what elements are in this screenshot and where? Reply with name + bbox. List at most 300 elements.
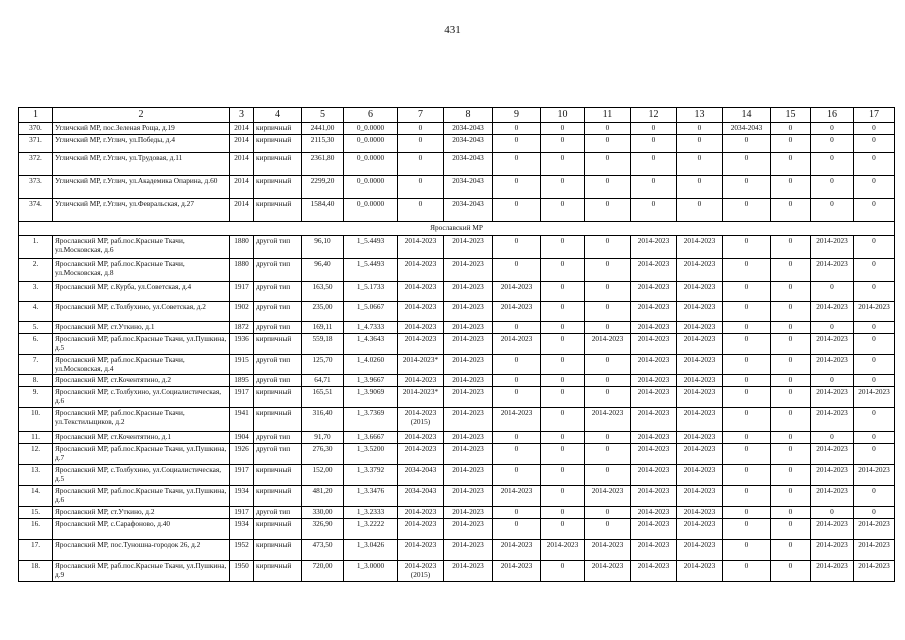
- table-cell: 2014-2023: [444, 408, 493, 432]
- table-cell: 0: [493, 506, 541, 518]
- table-cell: 0: [493, 153, 541, 176]
- table-cell: Ярославский МР, пос.Туношна-городок 26, д.2: [53, 539, 230, 560]
- table-cell: 1895: [230, 375, 254, 387]
- table-cell: 0: [631, 123, 677, 135]
- table-cell: 2014-2023: [631, 408, 677, 432]
- table-cell: 0: [854, 176, 895, 199]
- table-cell: 0: [771, 486, 811, 507]
- table-cell: 0: [585, 506, 631, 518]
- table-cell: 12.: [19, 444, 53, 465]
- table-cell: 0: [771, 387, 811, 408]
- table-cell: 0: [398, 153, 444, 176]
- table-cell: 2014-2023: [854, 387, 895, 408]
- table-cell: 0: [541, 301, 585, 321]
- table-cell: Ярославский МР, с.Курба, ул.Советская, д.4: [53, 281, 230, 301]
- table-cell: 0: [541, 560, 585, 581]
- table-cell: 2014-2023 (2015): [398, 408, 444, 432]
- table-cell: 0: [854, 123, 895, 135]
- table-cell: 2014-2023: [631, 354, 677, 375]
- table-cell: 2014-2023: [493, 301, 541, 321]
- table-cell: 2014-2023: [631, 281, 677, 301]
- table-cell: 1917: [230, 506, 254, 518]
- table-row: [19, 301, 895, 321]
- table-cell: 0: [723, 432, 771, 444]
- table-cell: 0: [631, 176, 677, 199]
- table-cell: Угличский МР, г.Углич, ул.Февральская, д.27: [53, 199, 230, 222]
- table-cell: 0: [854, 408, 895, 432]
- table-cell: 0: [677, 176, 723, 199]
- table-cell: кирпичный: [254, 199, 302, 222]
- table-cell: 1880: [230, 258, 254, 281]
- table-cell: 2014-2023: [631, 539, 677, 560]
- table-cell: 0: [493, 176, 541, 199]
- table-cell: Ярославский МР, раб.пос.Красные Ткачи, ул.Пушкина, д.5: [53, 333, 230, 354]
- table-cell: 1917: [230, 465, 254, 486]
- column-number-header: 3: [230, 108, 254, 123]
- table-cell: 0: [723, 408, 771, 432]
- table-cell: 2014-2023: [811, 518, 854, 539]
- table-cell: Ярославский МР, ст.Кочентятино, д.1: [53, 432, 230, 444]
- table-cell: 0: [811, 506, 854, 518]
- table-cell: 0: [854, 444, 895, 465]
- table-cell: 2014-2023: [631, 235, 677, 258]
- column-number-header: 13: [677, 108, 723, 123]
- table-cell: 2014-2023: [811, 408, 854, 432]
- table-cell: 0: [585, 123, 631, 135]
- table-cell: 2014-2023: [631, 465, 677, 486]
- table-cell: 559,18: [302, 333, 344, 354]
- table-cell: 2014-2023: [398, 539, 444, 560]
- table-cell: 2014-2023: [631, 486, 677, 507]
- table-cell: 2014-2023: [677, 301, 723, 321]
- column-number-header: 11: [585, 108, 631, 123]
- table-cell: 0: [771, 465, 811, 486]
- table-cell: 0: [811, 432, 854, 444]
- table-cell: 1_3.9069: [344, 387, 398, 408]
- table-cell: 2014: [230, 176, 254, 199]
- table-cell: 2014-2023: [444, 258, 493, 281]
- table-cell: 1.: [19, 235, 53, 258]
- table-cell: 0: [541, 387, 585, 408]
- table-cell: 0: [723, 518, 771, 539]
- column-number-header: 15: [771, 108, 811, 123]
- table-cell: 0: [771, 560, 811, 581]
- table-cell: 0: [811, 375, 854, 387]
- table-cell: 0: [541, 375, 585, 387]
- table-cell: 0: [723, 333, 771, 354]
- table-cell: 330,00: [302, 506, 344, 518]
- table-cell: 96,40: [302, 258, 344, 281]
- table-cell: 1_3.2222: [344, 518, 398, 539]
- table-cell: 0_0.0000: [344, 135, 398, 153]
- table-cell: 0: [723, 135, 771, 153]
- table-cell: 7.: [19, 354, 53, 375]
- table-cell: Угличский МР, пос.Зеленая Роща, д.19: [53, 123, 230, 135]
- column-number-row: [19, 108, 895, 123]
- table-cell: 1952: [230, 539, 254, 560]
- table-cell: кирпичный: [254, 560, 302, 581]
- table-cell: 1872: [230, 321, 254, 333]
- table-cell: 0: [541, 176, 585, 199]
- table-cell: 0: [585, 235, 631, 258]
- table-cell: 370.: [19, 123, 53, 135]
- table-cell: Угличский МР, г.Углич, ул.Академика Опарина, д.60: [53, 176, 230, 199]
- table-cell: 1_3.0000: [344, 560, 398, 581]
- table-row: [19, 539, 895, 560]
- table-cell: 0: [398, 135, 444, 153]
- table-cell: 0: [771, 258, 811, 281]
- table-cell: 2014-2023: [398, 333, 444, 354]
- table-cell: 2034-2043: [444, 199, 493, 222]
- table-cell: Ярославский МР, с.Толбухино, ул.Социалистическая, д.5: [53, 465, 230, 486]
- table-cell: 473,50: [302, 539, 344, 560]
- table-row: [19, 375, 895, 387]
- housing-register-table: [18, 107, 895, 582]
- table-cell: 0: [541, 135, 585, 153]
- table-cell: 0: [811, 199, 854, 222]
- table-cell: 0: [771, 518, 811, 539]
- table-cell: 2014-2023: [631, 387, 677, 408]
- table-cell: 2014-2023: [811, 354, 854, 375]
- table-cell: кирпичный: [254, 176, 302, 199]
- table-cell: кирпичный: [254, 123, 302, 135]
- table-cell: 2014-2023: [854, 518, 895, 539]
- table-cell: 0: [771, 153, 811, 176]
- table-cell: 0: [854, 333, 895, 354]
- table-cell: Ярославский МР, раб.пос.Красные Ткачи, ул.Московская, д.4: [53, 354, 230, 375]
- table-cell: 0: [541, 486, 585, 507]
- table-row: [19, 176, 895, 199]
- column-number-header: 4: [254, 108, 302, 123]
- table-cell: кирпичный: [254, 135, 302, 153]
- table-cell: кирпичный: [254, 465, 302, 486]
- table-cell: 2014-2023*: [398, 354, 444, 375]
- table-cell: 1926: [230, 444, 254, 465]
- table-cell: 1_5.4493: [344, 258, 398, 281]
- table-row: [19, 235, 895, 258]
- table-cell: Ярославский МР, раб.пос.Красные Ткачи, ул.Московская, д.8: [53, 258, 230, 281]
- table-cell: 0: [493, 375, 541, 387]
- table-row: [19, 281, 895, 301]
- table-cell: 5.: [19, 321, 53, 333]
- table-cell: другой тип: [254, 235, 302, 258]
- table-cell: Ярославский МР, с.Толбухино, ул.Советская, д.2: [53, 301, 230, 321]
- table-cell: 2014-2023: [811, 235, 854, 258]
- table-cell: 1880: [230, 235, 254, 258]
- table-cell: 2014-2023: [398, 321, 444, 333]
- table-cell: 0: [811, 153, 854, 176]
- table-cell: 14.: [19, 486, 53, 507]
- table-cell: 2014: [230, 199, 254, 222]
- table-cell: 1917: [230, 281, 254, 301]
- table-row: [19, 560, 895, 581]
- table-cell: 2014-2023: [444, 465, 493, 486]
- table-cell: 2014-2023: [631, 444, 677, 465]
- table-cell: 1_5.0667: [344, 301, 398, 321]
- column-number-header: 1: [19, 108, 53, 123]
- table-cell: 1941: [230, 408, 254, 432]
- table-cell: Угличский МР, г.Углич, ул.Трудовая, д.11: [53, 153, 230, 176]
- table-cell: 0: [493, 444, 541, 465]
- table-cell: 371.: [19, 135, 53, 153]
- table-cell: 1_3.7369: [344, 408, 398, 432]
- table-cell: 2014-2023: [398, 506, 444, 518]
- column-number-header: 5: [302, 108, 344, 123]
- table-cell: 0: [723, 375, 771, 387]
- table-cell: 0: [631, 153, 677, 176]
- table-cell: кирпичный: [254, 539, 302, 560]
- table-cell: 0: [677, 135, 723, 153]
- table-cell: 373.: [19, 176, 53, 199]
- table-row: [19, 432, 895, 444]
- table-cell: 0: [585, 518, 631, 539]
- table-cell: другой тип: [254, 444, 302, 465]
- table-cell: 0: [493, 321, 541, 333]
- table-cell: 15.: [19, 506, 53, 518]
- table-cell: другой тип: [254, 354, 302, 375]
- table-cell: 0: [811, 321, 854, 333]
- table-cell: 0: [541, 465, 585, 486]
- table-cell: 2014-2023: [493, 333, 541, 354]
- table-row: [19, 444, 895, 465]
- table-cell: 2014-2023: [631, 432, 677, 444]
- table-cell: 2034-2043: [723, 123, 771, 135]
- table-cell: 0: [723, 444, 771, 465]
- table-cell: 1_4.0260: [344, 354, 398, 375]
- table-cell: 0: [631, 199, 677, 222]
- table-cell: 326,90: [302, 518, 344, 539]
- table-cell: другой тип: [254, 375, 302, 387]
- table-cell: Ярославский МР, ст.Уткино, д.2: [53, 506, 230, 518]
- table-cell: 0: [771, 375, 811, 387]
- table-cell: 0: [493, 518, 541, 539]
- table-cell: 0: [493, 135, 541, 153]
- table-cell: 11.: [19, 432, 53, 444]
- table-cell: 91,70: [302, 432, 344, 444]
- table-cell: 0: [854, 432, 895, 444]
- table-cell: кирпичный: [254, 333, 302, 354]
- table-row: [19, 333, 895, 354]
- table-cell: 0: [541, 199, 585, 222]
- table-cell: 0: [585, 258, 631, 281]
- table-row: [19, 506, 895, 518]
- table-cell: 0: [541, 518, 585, 539]
- table-cell: 2014-2023: [398, 301, 444, 321]
- table-cell: 0: [811, 176, 854, 199]
- table-cell: 2014: [230, 123, 254, 135]
- table-cell: 2014-2023: [493, 281, 541, 301]
- table-cell: 2014-2023: [677, 444, 723, 465]
- table-cell: 1915: [230, 354, 254, 375]
- table-cell: другой тип: [254, 281, 302, 301]
- table-cell: 2014-2023: [811, 560, 854, 581]
- table-cell: 0: [723, 539, 771, 560]
- table-cell: 2014-2023: [631, 321, 677, 333]
- table-cell: 0: [493, 123, 541, 135]
- table-cell: 2014-2023: [631, 375, 677, 387]
- table-row: [19, 354, 895, 375]
- table-cell: 2014-2023: [444, 506, 493, 518]
- table-cell: 2014-2023: [677, 281, 723, 301]
- table-cell: 2014-2023: [854, 465, 895, 486]
- table-cell: 0: [631, 135, 677, 153]
- table-cell: 96,10: [302, 235, 344, 258]
- table-cell: 0: [854, 235, 895, 258]
- column-number-header: 7: [398, 108, 444, 123]
- table-cell: 0: [723, 486, 771, 507]
- table-body: [19, 108, 895, 582]
- table-cell: 2014-2023: [631, 258, 677, 281]
- table-cell: другой тип: [254, 321, 302, 333]
- column-number-header: 8: [444, 108, 493, 123]
- table-cell: кирпичный: [254, 486, 302, 507]
- table-cell: 0: [541, 123, 585, 135]
- table-cell: 0: [723, 176, 771, 199]
- table-cell: 2014-2023: [677, 486, 723, 507]
- table-cell: 2034-2043: [444, 153, 493, 176]
- table-cell: кирпичный: [254, 153, 302, 176]
- table-cell: 2034-2043: [444, 135, 493, 153]
- page-number: 431: [444, 24, 461, 36]
- table-cell: 0: [723, 153, 771, 176]
- table-cell: 2014-2023: [585, 539, 631, 560]
- table-cell: 1_4.3643: [344, 333, 398, 354]
- table-cell: 2034-2043: [398, 465, 444, 486]
- table-cell: 1934: [230, 518, 254, 539]
- table-cell: другой тип: [254, 506, 302, 518]
- table-cell: 0: [854, 506, 895, 518]
- table-cell: Ярославский МР, раб.пос.Красные Ткачи, ул.Пушкина, д.9: [53, 560, 230, 581]
- table-cell: кирпичный: [254, 518, 302, 539]
- column-number-header: 6: [344, 108, 398, 123]
- table-cell: 0: [541, 506, 585, 518]
- table-cell: 64,71: [302, 375, 344, 387]
- table-cell: 0: [854, 153, 895, 176]
- table-cell: 0: [723, 387, 771, 408]
- table-cell: 2014-2023: [444, 432, 493, 444]
- table-cell: 0: [723, 235, 771, 258]
- table-cell: 2014-2023: [677, 333, 723, 354]
- table-cell: 2014-2023: [811, 486, 854, 507]
- table-cell: 13.: [19, 465, 53, 486]
- table-cell: 125,70: [302, 354, 344, 375]
- column-number-header: 16: [811, 108, 854, 123]
- table-row: [19, 465, 895, 486]
- table-cell: 0: [493, 465, 541, 486]
- table-cell: 17.: [19, 539, 53, 560]
- table-cell: 0: [585, 176, 631, 199]
- table-cell: 372.: [19, 153, 53, 176]
- table-cell: 2014-2023: [677, 432, 723, 444]
- table-cell: 8.: [19, 375, 53, 387]
- table-cell: 2014-2023: [854, 301, 895, 321]
- table-cell: Ярославский МР, раб.пос.Красные Ткачи, ул.Текстильщиков, д.2: [53, 408, 230, 432]
- table-cell: 169,11: [302, 321, 344, 333]
- table-cell: 2014-2023*: [398, 387, 444, 408]
- table-cell: 0: [854, 321, 895, 333]
- column-number-header: 10: [541, 108, 585, 123]
- table-cell: 374.: [19, 199, 53, 222]
- table-cell: 0: [811, 135, 854, 153]
- table-cell: 0: [771, 506, 811, 518]
- table-cell: 3.: [19, 281, 53, 301]
- table-cell: 0: [541, 281, 585, 301]
- table-cell: 2014-2023: [631, 560, 677, 581]
- table-cell: 2014-2023: [444, 375, 493, 387]
- table-cell: 2014-2023: [811, 301, 854, 321]
- table-cell: 2014-2023: [811, 333, 854, 354]
- table-cell: 2014-2023: [398, 235, 444, 258]
- table-cell: кирпичный: [254, 408, 302, 432]
- table-cell: 0: [541, 153, 585, 176]
- table-cell: 2014-2023: [585, 408, 631, 432]
- table-cell: 0: [493, 387, 541, 408]
- table-cell: 2014-2023: [398, 281, 444, 301]
- table-cell: 2014-2023: [631, 518, 677, 539]
- table-cell: 2014-2023: [677, 465, 723, 486]
- table-cell: 0: [723, 465, 771, 486]
- table-cell: 2014-2023: [444, 354, 493, 375]
- table-cell: 276,30: [302, 444, 344, 465]
- section-row: [19, 222, 895, 236]
- table-cell: 2014-2023: [811, 258, 854, 281]
- table-cell: Ярославский МР, раб.пос.Красные Ткачи, ул.Московская, д.6: [53, 235, 230, 258]
- column-number-header: 12: [631, 108, 677, 123]
- table-cell: 2014-2023: [631, 333, 677, 354]
- table-cell: 0: [585, 321, 631, 333]
- table-cell: 0: [771, 408, 811, 432]
- table-cell: 0: [811, 281, 854, 301]
- table-cell: Ярославский МР, с.Сарафоново, д.40: [53, 518, 230, 539]
- table-cell: 2014-2023 (2015): [398, 560, 444, 581]
- table-cell: 0: [854, 354, 895, 375]
- table-cell: 0: [541, 258, 585, 281]
- table-cell: 2014-2023: [398, 432, 444, 444]
- table-cell: 2014-2023: [444, 321, 493, 333]
- table-cell: 1904: [230, 432, 254, 444]
- table-cell: 1936: [230, 333, 254, 354]
- table-cell: Ярославский МР, ст.Уткино, д.1: [53, 321, 230, 333]
- table-cell: 2014-2023: [444, 560, 493, 581]
- table-cell: 2034-2043: [444, 123, 493, 135]
- table-cell: 2115,30: [302, 135, 344, 153]
- table-cell: 0: [585, 301, 631, 321]
- table-cell: 0: [541, 333, 585, 354]
- table-cell: 2014-2023: [677, 539, 723, 560]
- table-cell: 2299,20: [302, 176, 344, 199]
- table-cell: 0: [541, 432, 585, 444]
- table-row: [19, 123, 895, 135]
- table-cell: 0: [723, 506, 771, 518]
- table-cell: 0: [723, 258, 771, 281]
- table-cell: 0: [677, 153, 723, 176]
- table-cell: 2014-2023: [631, 301, 677, 321]
- table-cell: 2014: [230, 153, 254, 176]
- column-number-header: 9: [493, 108, 541, 123]
- table-cell: 2014-2023: [677, 387, 723, 408]
- table-cell: 0: [771, 539, 811, 560]
- table-cell: 1_3.0426: [344, 539, 398, 560]
- table-cell: 0: [771, 281, 811, 301]
- table-cell: 1_4.7333: [344, 321, 398, 333]
- table-cell: 0: [723, 199, 771, 222]
- table-cell: 0: [771, 235, 811, 258]
- table-cell: 1_5.4493: [344, 235, 398, 258]
- table-cell: 0: [723, 301, 771, 321]
- table-cell: 1917: [230, 387, 254, 408]
- table-cell: 0: [585, 281, 631, 301]
- table-cell: 0: [723, 354, 771, 375]
